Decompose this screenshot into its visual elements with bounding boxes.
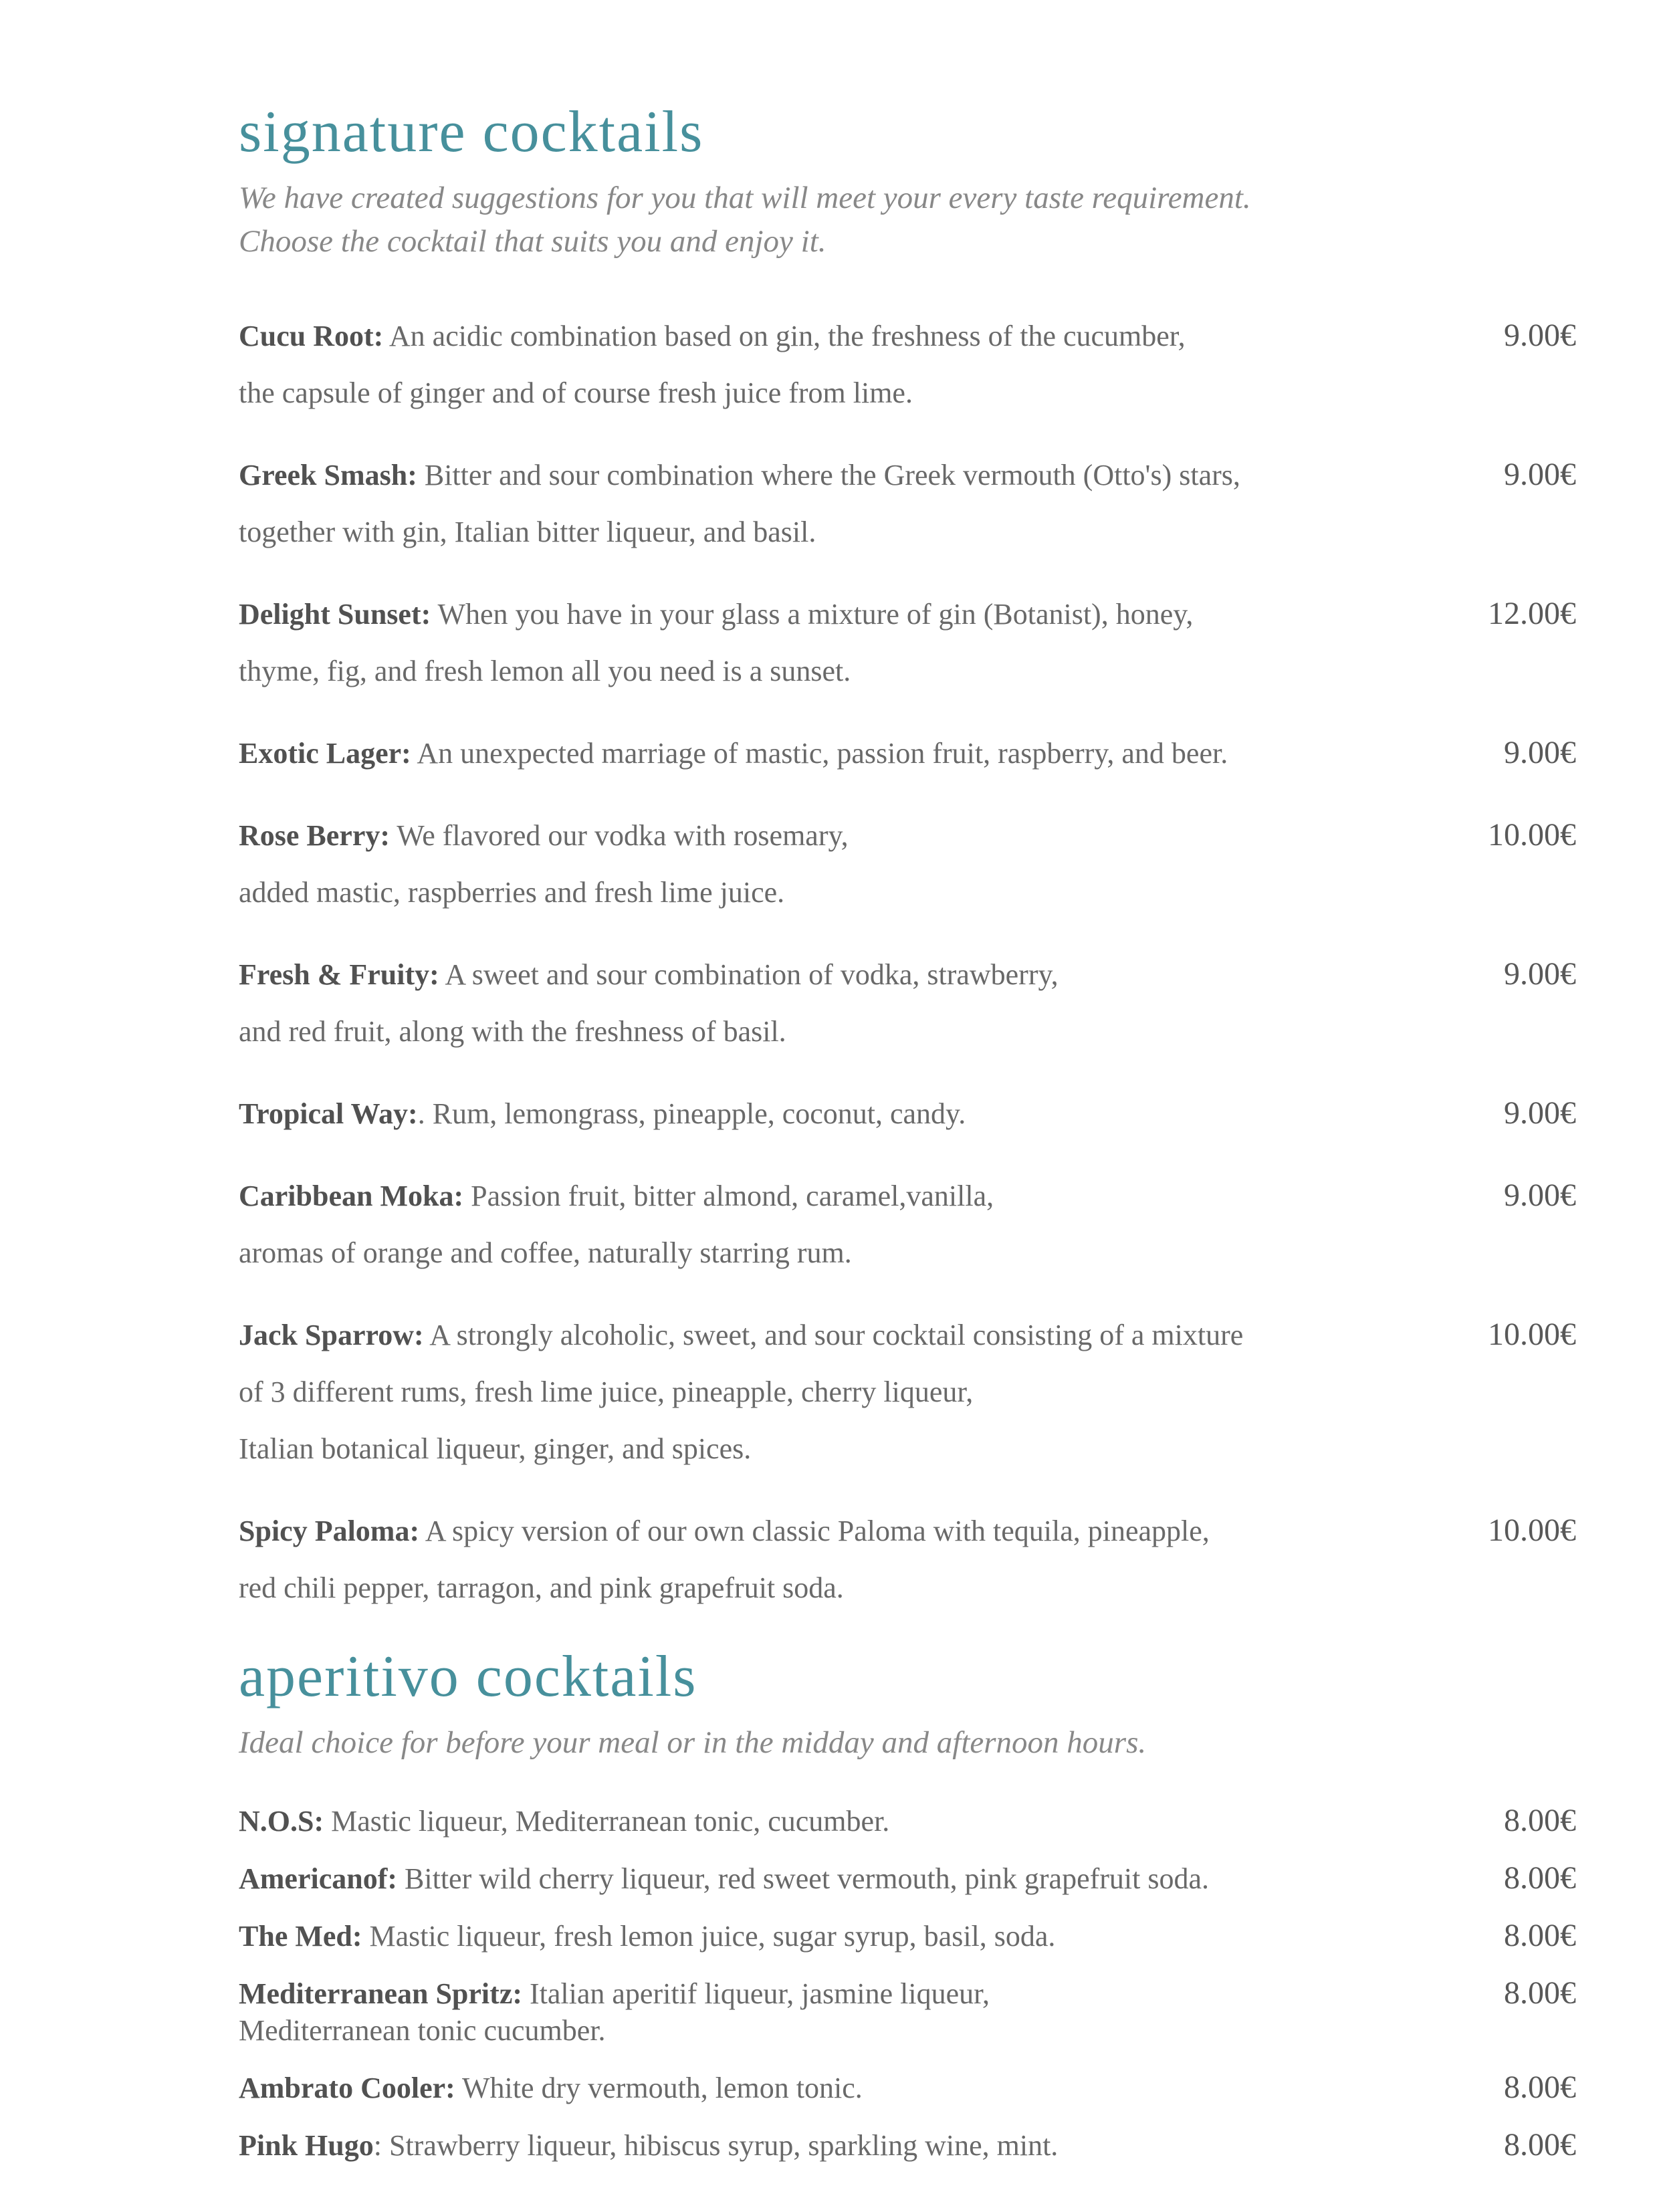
item-price: 10.00€ (1488, 1317, 1576, 1352)
aperitivo-section-subtitle (239, 1721, 1576, 1765)
item-price: 9.00€ (1504, 735, 1576, 770)
item-description: Mastic liqueur, fresh lemon juice, sugar syrup, basil, soda. (369, 1920, 1056, 1953)
item-description-line: aromas of orange and coffee, naturally starring rum. (239, 1236, 852, 1269)
item-price: 9.00€ (1504, 457, 1576, 492)
subtitle-line: We have created suggestions for you that will meet your every taste requirement. (239, 181, 1251, 215)
item-name: Spicy Paloma: (239, 1515, 420, 1547)
menu-item-cucu-root (239, 308, 1576, 421)
item-description-line: added mastic, raspberries and fresh lime juice. (239, 876, 785, 909)
item-price: 8.00€ (1504, 1918, 1576, 1953)
item-name: N.O.S: (239, 1805, 324, 1838)
item-description: We flavored our vodka with rosemary, (397, 819, 849, 852)
item-description: White dry vermouth, lemon tonic. (462, 2072, 863, 2104)
menu-item-delight-sunset (239, 586, 1576, 699)
item-name: Mediterranean Spritz: (239, 1977, 522, 2010)
signature-items-list (239, 308, 1576, 1616)
menu-item-greek-smash (239, 447, 1576, 560)
menu-item-the-med (239, 1917, 1576, 1955)
item-description-line: thyme, fig, and fresh lemon all you need is a sunset. (239, 655, 851, 687)
item-price: 12.00€ (1488, 596, 1576, 631)
item-name: Ambrato Cooler: (239, 2072, 455, 2104)
item-price: 10.00€ (1488, 817, 1576, 853)
item-price: 8.00€ (1504, 2127, 1576, 2163)
item-description-line: Mediterranean tonic cucumber. (239, 2014, 606, 2047)
item-name: Fresh & Fruity: (239, 958, 439, 991)
item-name: Exotic Lager: (239, 737, 411, 770)
subtitle-line: Ideal choice for before your meal or in the midday and afternoon hours. (239, 1725, 1147, 1760)
menu-item-nos (239, 1802, 1576, 1840)
item-price: 8.00€ (1504, 1803, 1576, 1838)
section-aperitivo-cocktails (239, 1642, 1576, 2164)
menu-item-caribbean-moka (239, 1168, 1576, 1281)
item-description: Passion fruit, bitter almond, caramel,vanilla, (471, 1180, 994, 1212)
item-price: 8.00€ (1504, 1975, 1576, 2011)
item-description: A sweet and sour combination of vodka, strawberry, (445, 958, 1059, 991)
item-price: 9.00€ (1504, 956, 1576, 992)
menu-item-jack-sparrow (239, 1307, 1576, 1477)
signature-section-subtitle (239, 177, 1576, 263)
item-name: Caribbean Moka: (239, 1180, 464, 1212)
item-price: 9.00€ (1504, 1178, 1576, 1213)
item-name: The Med: (239, 1920, 362, 1953)
item-description: An unexpected marriage of mastic, passion fruit, raspberry, and beer. (417, 737, 1228, 770)
signature-section-title: signature cocktails (239, 100, 704, 164)
menu-item-exotic-lager (239, 725, 1576, 782)
item-description-line: Italian botanical liqueur, ginger, and spices. (239, 1432, 752, 1465)
section-signature-cocktails (239, 97, 1576, 1616)
item-name: Rose Berry: (239, 819, 391, 852)
item-price: 10.00€ (1488, 1513, 1576, 1548)
item-description: : Strawberry liqueur, hibiscus syrup, sparkling wine, mint. (373, 2129, 1059, 2162)
item-description: When you have in your glass a mixture of gin (Botanist), honey, (437, 598, 1194, 631)
menu-item-rose-berry (239, 807, 1576, 921)
item-price: 8.00€ (1504, 2070, 1576, 2105)
item-description: Bitter and sour combination where the Greek vermouth (Otto's) stars, (424, 459, 1240, 491)
item-description-line: and red fruit, along with the freshness of basil. (239, 1015, 786, 1048)
item-name: Greek Smash: (239, 459, 417, 491)
menu-item-pink-hugo (239, 2126, 1576, 2164)
item-name: Jack Sparrow: (239, 1319, 424, 1351)
item-price: 9.00€ (1504, 1095, 1576, 1131)
item-description-line: together with gin, Italian bitter liqueur, and basil. (239, 516, 816, 548)
subtitle-line: Choose the cocktail that suits you and enjoy it. (239, 224, 826, 259)
menu-item-ambrato-cooler (239, 2069, 1576, 2106)
menu-item-mediterranean-spritz (239, 1975, 1576, 2049)
menu-item-tropical-way (239, 1085, 1576, 1142)
item-description: An acidic combination based on gin, the freshness of the cucumber, (389, 320, 1186, 352)
menu-item-spicy-paloma (239, 1503, 1576, 1616)
item-description: Bitter wild cherry liqueur, red sweet vermouth, pink grapefruit soda. (405, 1862, 1210, 1895)
item-price: 8.00€ (1504, 1860, 1576, 1896)
menu-item-americanof (239, 1860, 1576, 1897)
item-price: 9.00€ (1504, 318, 1576, 353)
item-description-line: of 3 different rums, fresh lime juice, pineapple, cherry liqueur, (239, 1375, 974, 1408)
item-description-line: red chili pepper, tarragon, and pink grapefruit soda. (239, 1571, 844, 1604)
item-name: Pink Hugo (239, 2129, 374, 2162)
item-description: Mastic liqueur, Mediterranean tonic, cucumber. (331, 1805, 890, 1838)
aperitivo-section-title: aperitivo cocktails (239, 1644, 697, 1709)
item-name: Tropical Way: (239, 1097, 418, 1130)
aperitivo-items-list (239, 1802, 1576, 2164)
item-description: A strongly alcoholic, sweet, and sour cocktail consisting of a mixture (429, 1319, 1244, 1351)
menu-item-fresh-and-fruity (239, 946, 1576, 1060)
item-description: Italian aperitif liqueur, jasmine liqueur, (530, 1977, 990, 2010)
item-name: Delight Sunset: (239, 598, 431, 631)
item-description-line: the capsule of ginger and of course fresh juice from lime. (239, 376, 913, 409)
item-name: Cucu Root: (239, 320, 384, 352)
item-description: A spicy version of our own classic Paloma with tequila, pineapple, (425, 1515, 1210, 1547)
item-description: . Rum, lemongrass, pineapple, coconut, candy. (417, 1097, 966, 1130)
item-name: Americanof: (239, 1862, 398, 1895)
